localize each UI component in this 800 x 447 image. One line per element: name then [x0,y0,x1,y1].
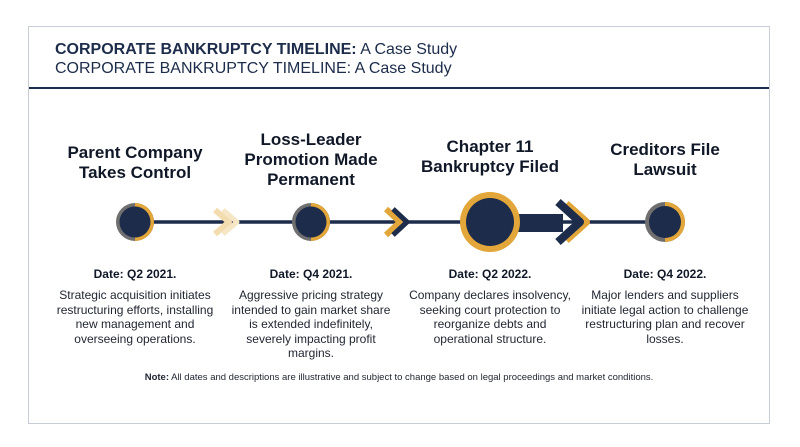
timeline-thick-segment [515,214,563,232]
node-3-icon [460,192,520,252]
stage-1-title: Parent Company Takes Control [67,143,203,182]
node-2-icon [292,203,330,241]
stage-2-date: Date: Q4 2021. [269,267,353,281]
node-1-icon [116,203,154,241]
stage-2-title: Loss-Leader Promotion Made Permanent [244,130,378,189]
stage-3-date: Date: Q2 2022. [448,267,532,281]
title-rest: A Case Study [356,41,458,58]
stage-4-description: Major lenders and suppliers initiate legal action to challenge restructuring plan and recover losses. [581,288,749,346]
title-bold: CORPORATE BANKRUPTCY TIMELINE: [55,41,357,58]
stage-1-description: Strategic acquisition initiates restructuring efforts, installing new management and overseeing operations. [56,288,214,346]
stage-1-date: Date: Q2 2021. [93,267,177,281]
stage-4-date: Date: Q4 2022. [623,267,707,281]
node-4-icon [645,202,685,242]
footnote [28,372,770,383]
footnote-label: Note: [144,372,169,383]
stage-3-description: Company declares insolvency, seeking court protection to reorganize debts and operational structure. [409,288,571,346]
stage-2-description: Aggressive pricing strategy intended to gain market share is extended indefinitely, severely impacting profit margins. [231,288,391,360]
title-line-2: CORPORATE BANKRUPTCY TIMELINE: A Case Study [55,60,452,77]
stage-4-title: Creditors File Lawsuit [610,140,720,179]
stage-3-title: Chapter 11 Bankruptcy Filed [421,137,559,176]
footnote-text: All dates and descriptions are illustrative and subject to change based on legal proceedings and market conditions. [169,372,654,383]
